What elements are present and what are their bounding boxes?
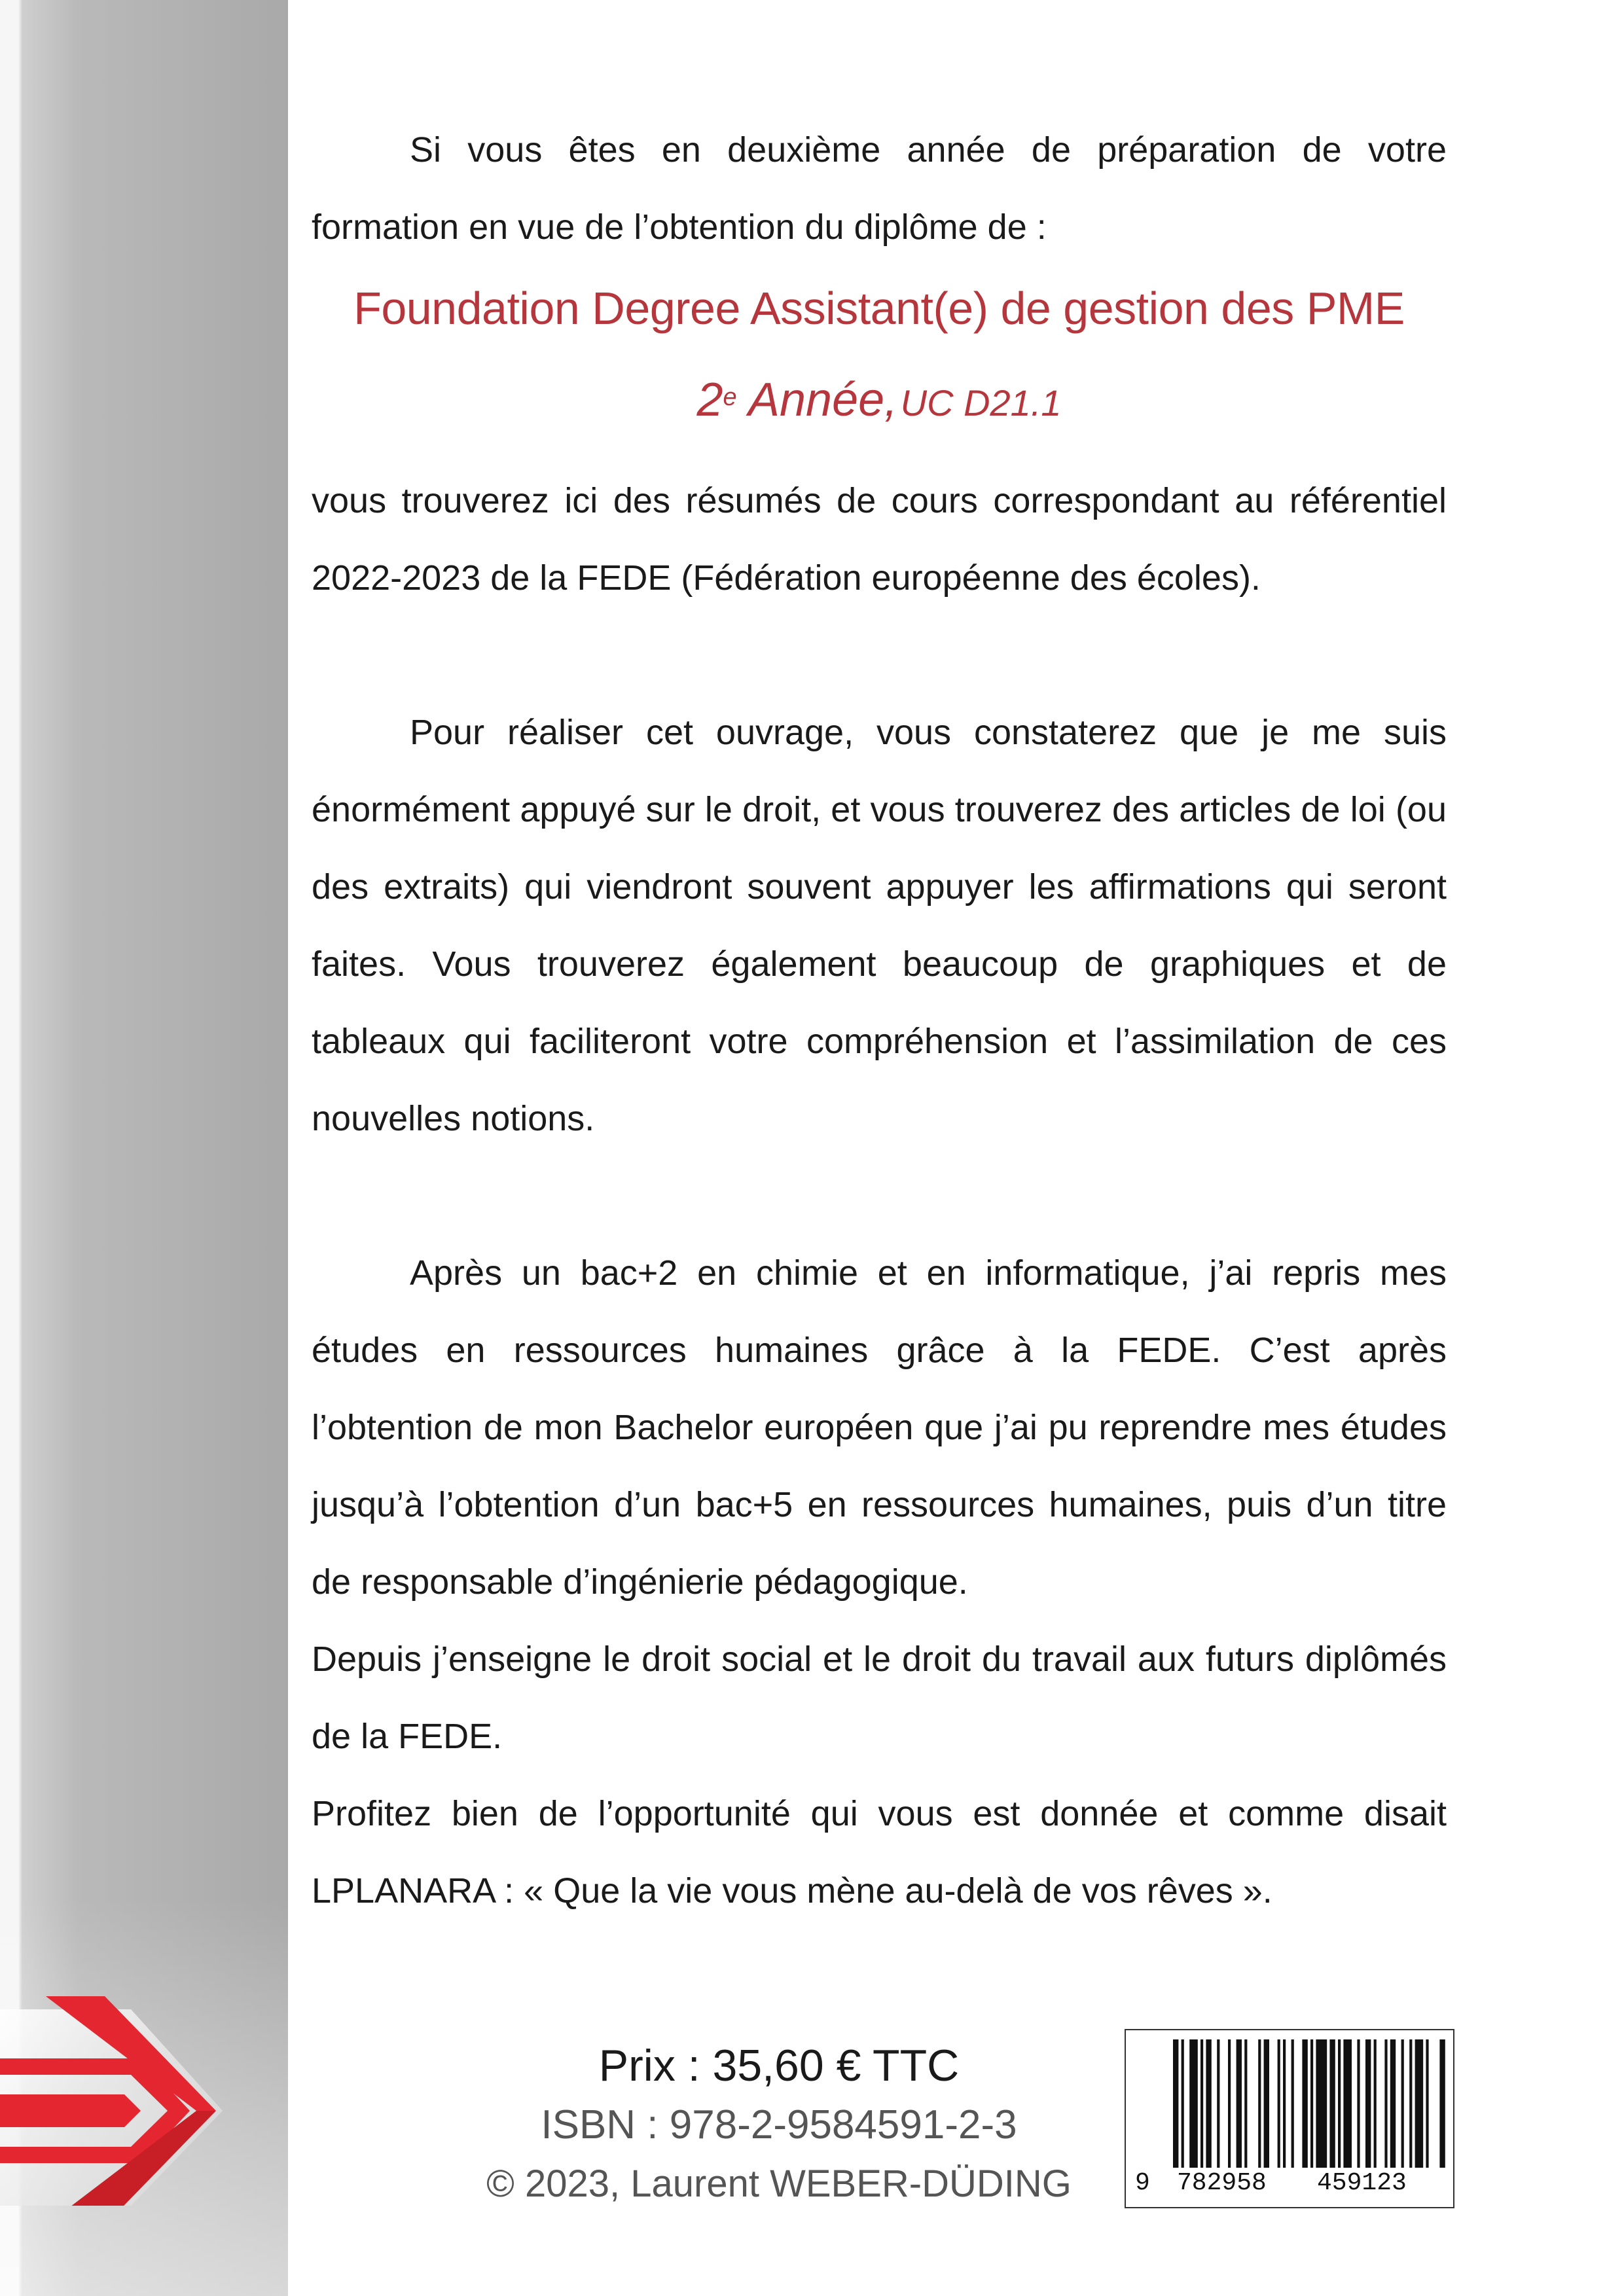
barcode-bar <box>1374 2039 1377 2168</box>
barcode-bar <box>1329 2039 1335 2168</box>
year-number: 2 <box>696 374 723 426</box>
paragraph-teaching: Depuis j’enseigne le droit social et le droit du travail aux futurs diplômés de la FEDE. <box>312 1640 1447 1756</box>
year-suffix: e <box>723 384 737 411</box>
barcode-bar <box>1217 2039 1219 2168</box>
red-arrow-logo-icon <box>0 1996 249 2206</box>
barcode-bar <box>1365 2039 1371 2168</box>
barcode-bar <box>1409 2039 1412 2168</box>
barcode-bar <box>1228 2039 1231 2168</box>
intro-paragraph: Si vous êtes en deuxième année de préparation de votre formation en vue de l’obtention du diplôme de : <box>312 130 1447 247</box>
barcode-bar <box>1206 2039 1211 2168</box>
back-cover-text <box>312 111 1447 1929</box>
barcode-bar <box>1357 2039 1360 2168</box>
barcode-bar <box>1343 2039 1352 2168</box>
barcode-bar <box>1278 2039 1280 2168</box>
barcode-bar <box>1236 2039 1242 2168</box>
diploma-title: Foundation Degree Assistant(e) de gestion des PME <box>353 283 1405 334</box>
spacer <box>312 617 1447 694</box>
year-label <box>696 374 897 426</box>
barcode-bar <box>1291 2039 1294 2168</box>
barcode-bar <box>1426 2039 1428 2168</box>
spacer <box>312 1157 1447 1234</box>
barcode-digits-right: 459123 <box>1317 2169 1407 2197</box>
barcode-bars-icon <box>1134 2039 1445 2168</box>
barcode-bar <box>1244 2039 1247 2168</box>
barcode-bar <box>1310 2039 1313 2168</box>
barcode-bar <box>1173 2039 1178 2168</box>
barcode-bar <box>1316 2039 1327 2168</box>
isbn-label: ISBN : 978-2-9584591-2-3 <box>541 2102 1017 2147</box>
barcode-bar <box>1182 2039 1184 2168</box>
barcode-bar <box>1439 2039 1445 2168</box>
barcode-digits-left: 782958 <box>1177 2169 1267 2197</box>
diploma-year-line <box>312 351 1447 462</box>
barcode-bar <box>1401 2039 1404 2168</box>
isbn-barcode <box>1125 2029 1454 2208</box>
barcode-digit-first: 9 <box>1135 2169 1150 2197</box>
barcode-digits <box>1126 2166 1453 2203</box>
paragraph-closing-quote: Profitez bien de l’opportunité qui vous est donnée et comme disait LPLANARA : « Que la vie vous mène au-delà de vos rêves ». <box>312 1794 1447 1910</box>
barcode-bar <box>1338 2039 1341 2168</box>
barcode-bar <box>1189 2039 1198 2168</box>
barcode-bar <box>1415 2039 1424 2168</box>
paragraph-referentiel: vous trouverez ici des résumés de cours correspondant au référentiel 2022-2023 de la FEDE (Fédération européenne des écoles). <box>312 481 1447 598</box>
copyright-label: © 2023, Laurent WEBER-DÜDING <box>486 2162 1072 2205</box>
barcode-bar <box>1258 2039 1261 2168</box>
barcode-bar <box>1384 2039 1387 2168</box>
barcode-bar <box>1264 2039 1269 2168</box>
barcode-bar <box>1390 2039 1396 2168</box>
barcode-bar <box>1302 2039 1307 2168</box>
year-word: Année, <box>736 374 898 426</box>
price-label: Prix : 35,60 € TTC <box>598 2041 960 2090</box>
barcode-bar <box>1200 2039 1203 2168</box>
barcode-bar <box>1283 2039 1286 2168</box>
paragraph-ouvrage: Pour réaliser cet ouvrage, vous constaterez que je me suis énormément appuyé sur le droit, et vous trouverez des articles de loi (ou des extraits) qui viendront souvent appuyer les affirmations qui seront faites. Vous trouverez également beaucoup de graphiques et de tableaux qui faciliteront votre compréhension et l’assimilation de ces nouvelles notions. <box>312 713 1447 1138</box>
paragraph-author-bio: Après un bac+2 en chimie et en informatique, j’ai repris mes études en ressources humaines grâce à la FEDE. C’est après l’obtention de mon Bachelor européen que j’ai pu reprendre mes études jusqu’à l’obtention d’un bac+5 en ressources humaines, puis d’un titre de responsable d’ingénierie pédagogique. <box>312 1253 1447 1602</box>
unit-code: UC D21.1 <box>900 382 1062 423</box>
publication-info <box>393 2036 1165 2214</box>
